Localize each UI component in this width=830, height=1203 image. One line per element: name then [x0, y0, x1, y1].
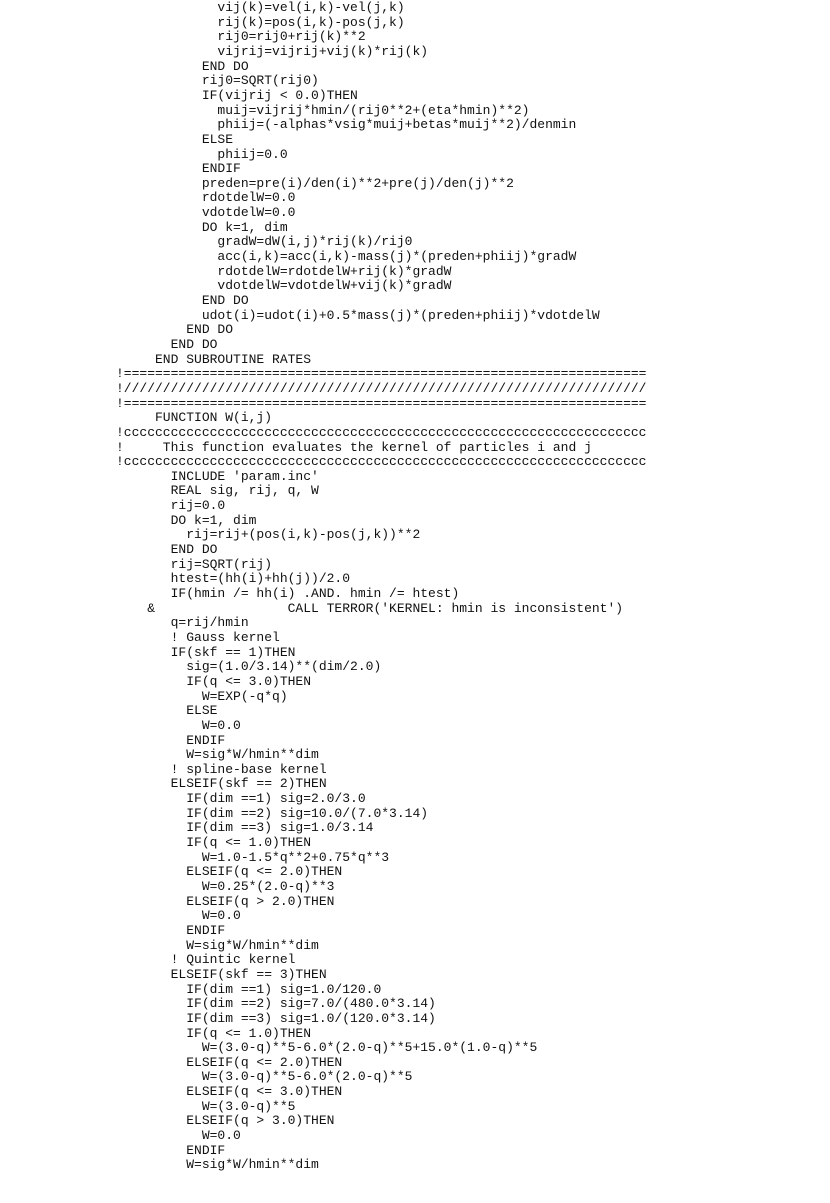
code-line: ENDIF	[116, 1142, 226, 1158]
code-line: DO k=1, dim	[116, 219, 288, 235]
code-line: q=rij/hmin	[116, 615, 249, 631]
code-line: IF(dim ==3) sig=1.0/3.14	[116, 820, 374, 836]
code-line: sig=(1.0/3.14)**(dim/2.0)	[116, 659, 382, 675]
code-line: IF(dim ==2) sig=10.0/(7.0*3.14)	[116, 805, 429, 821]
code-line: ELSEIF(q > 3.0)THEN	[116, 1113, 335, 1129]
code-line: IF(dim ==1) sig=1.0/120.0	[116, 981, 382, 997]
code-line: INCLUDE 'param.inc'	[116, 468, 319, 484]
code-line: phiij=0.0	[116, 146, 288, 162]
code-line: ELSEIF(skf == 2)THEN	[116, 776, 327, 792]
code-line: END SUBROUTINE RATES	[116, 351, 312, 367]
code-line: ELSEIF(q <= 2.0)THEN	[116, 864, 343, 880]
code-line: W=(3.0-q)**5	[116, 1098, 296, 1114]
code-line: preden=pre(i)/den(i)**2+pre(j)/den(j)**2	[116, 175, 514, 191]
code-line: muij=vijrij*hmin/(rij0**2+(eta*hmin)**2)	[116, 102, 530, 118]
code-line: END DO	[116, 322, 234, 338]
code-line: END DO	[116, 336, 218, 352]
code-line: acc(i,k)=acc(i,k)-mass(j)*(preden+phiij)*gradW	[116, 249, 577, 265]
code-line: W=0.0	[116, 908, 241, 924]
code-line: W=sig*W/hmin**dim	[116, 747, 319, 763]
code-line: REAL sig, rij, q, W	[116, 483, 319, 499]
code-line: vij(k)=vel(i,k)-vel(j,k)	[116, 0, 405, 15]
code-line: rij=rij+(pos(i,k)-pos(j,k))**2	[116, 527, 421, 543]
code-line: ELSEIF(skf == 3)THEN	[116, 966, 327, 982]
code-line: rij=SQRT(rij)	[116, 556, 273, 572]
code-line: ENDIF	[116, 161, 241, 177]
code-line: IF(dim ==1) sig=2.0/3.0	[116, 791, 366, 807]
code-line: rij=0.0	[116, 498, 226, 514]
code-line: !ccccccccccccccccccccccccccccccccccccccccccccccccccccccccccccccccccc	[116, 454, 647, 470]
code-line: ! This function evaluates the kernel of particles i and j	[116, 439, 592, 455]
code-line: W=(3.0-q)**5-6.0*(2.0-q)**5+15.0*(1.0-q)**5	[116, 1040, 538, 1056]
code-line: ELSE	[116, 703, 218, 719]
code-line: rij0=rij0+rij(k)**2	[116, 29, 366, 45]
code-line: rij(k)=pos(i,k)-pos(j,k)	[116, 14, 405, 30]
code-line: rij0=SQRT(rij0)	[116, 73, 319, 89]
code-line: IF(dim ==3) sig=1.0/(120.0*3.14)	[116, 1010, 436, 1026]
code-line: htest=(hh(i)+hh(j))/2.0	[116, 571, 351, 587]
code-line: FUNCTION W(i,j)	[116, 410, 273, 426]
code-line: rdotdelW=rdotdelW+rij(k)*gradW	[116, 263, 452, 279]
code-line: & CALL TERROR('KERNEL: hmin is inconsistent')	[116, 600, 624, 616]
code-line: IF(skf == 1)THEN	[116, 644, 296, 660]
code-line: W=sig*W/hmin**dim	[116, 937, 319, 953]
code-line: W=1.0-1.5*q**2+0.75*q**3	[116, 849, 390, 865]
code-line: IF(hmin /= hh(i) .AND. hmin /= htest)	[116, 586, 460, 601]
code-line: IF(dim ==2) sig=7.0/(480.0*3.14)	[116, 996, 436, 1012]
code-line: ! spline-base kernel	[116, 761, 327, 777]
code-line: END DO	[116, 58, 249, 74]
code-line: W=(3.0-q)**5-6.0*(2.0-q)**5	[116, 1069, 413, 1085]
code-line: DO k=1, dim	[116, 512, 257, 528]
code-line: vdotdelW=0.0	[116, 205, 296, 221]
code-line: W=sig*W/hmin**dim	[116, 1157, 319, 1173]
code-line: ENDIF	[116, 732, 226, 748]
code-line: !///////////////////////////////////////////////////////////////////	[116, 380, 647, 396]
code-line: ELSEIF(q <= 2.0)THEN	[116, 1054, 343, 1070]
code-line: gradW=dW(i,j)*rij(k)/rij0	[116, 234, 413, 250]
code-line: W=0.25*(2.0-q)**3	[116, 879, 335, 894]
code-line: vijrij=vijrij+vij(k)*rij(k)	[116, 43, 429, 59]
code-line: ELSE	[116, 131, 234, 147]
code-line: IF(q <= 1.0)THEN	[116, 835, 312, 851]
code-line: vdotdelW=vdotdelW+vij(k)*gradW	[116, 278, 452, 294]
code-line: IF(q <= 1.0)THEN	[116, 1025, 312, 1041]
code-line: W=0.0	[116, 1128, 241, 1144]
code-line: ENDIF	[116, 922, 226, 938]
code-line: ELSEIF(q > 2.0)THEN	[116, 893, 335, 909]
code-line: rdotdelW=0.0	[116, 190, 296, 206]
code-line: !===================================================================	[116, 366, 647, 382]
code-line: !===================================================================	[116, 395, 647, 411]
code-line: ! Quintic kernel	[116, 952, 296, 968]
code-line: ELSEIF(q <= 3.0)THEN	[116, 1084, 343, 1100]
code-line: IF(vijrij < 0.0)THEN	[116, 87, 358, 103]
code-line: IF(q <= 3.0)THEN	[116, 673, 312, 689]
code-line: END DO	[116, 293, 249, 308]
code-line: phiij=(-alphas*vsig*muij+betas*muij**2)/denmin	[116, 117, 577, 133]
code-line: !ccccccccccccccccccccccccccccccccccccccccccccccccccccccccccccccccccc	[116, 424, 647, 440]
code-line: udot(i)=udot(i)+0.5*mass(j)*(preden+phiij)*vdotdelW	[116, 307, 600, 323]
code-line: W=0.0	[116, 717, 241, 733]
code-line: ! Gauss kernel	[116, 629, 280, 645]
code-line: END DO	[116, 542, 218, 558]
code-line: W=EXP(-q*q)	[116, 688, 288, 704]
